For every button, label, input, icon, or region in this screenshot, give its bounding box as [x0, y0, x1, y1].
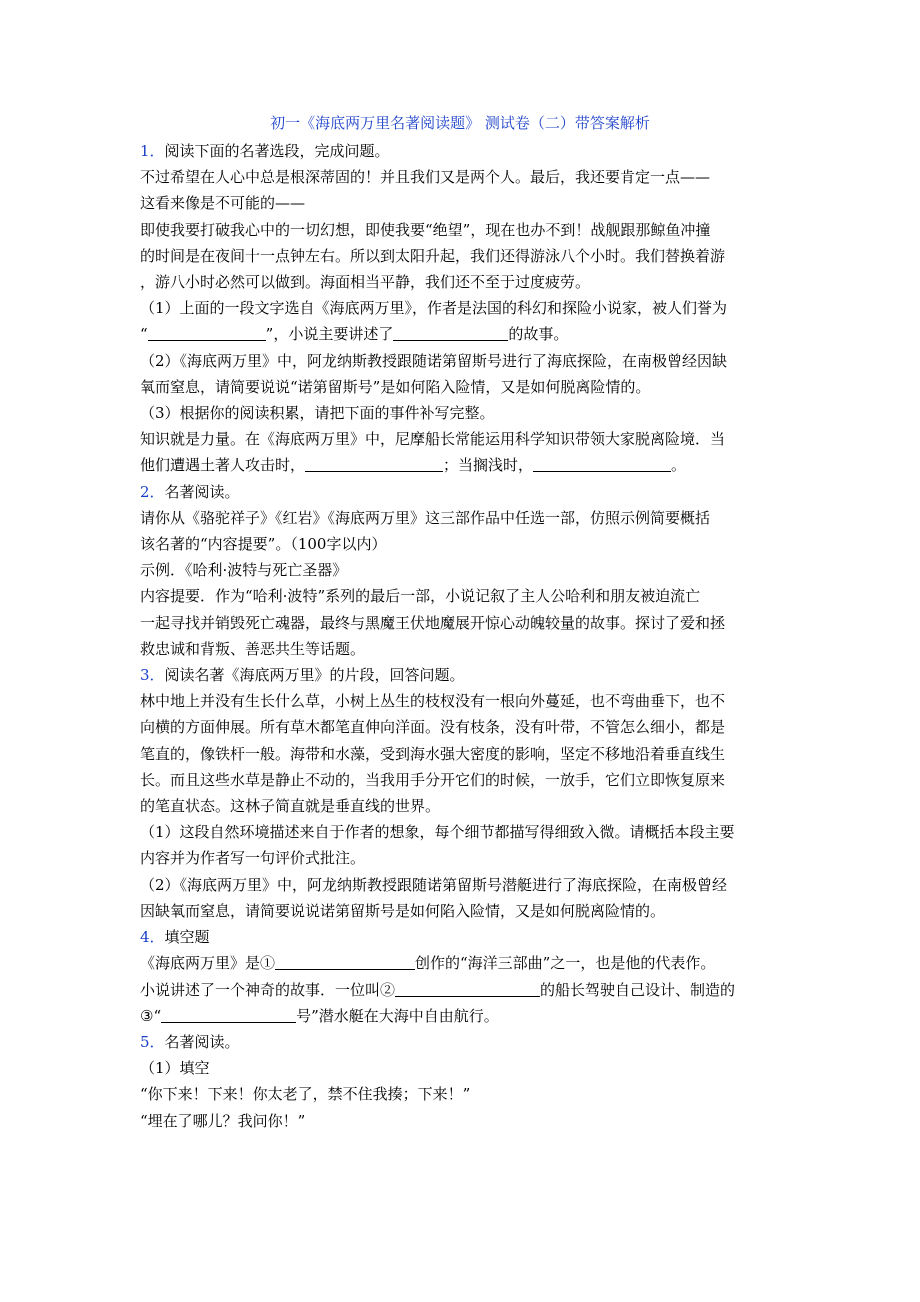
document-title: 初一《海底两万里名著阅读题》 测试卷（二）带答案解析	[270, 114, 650, 132]
q1-sub1-blanks: “ ”，小说主要讲述了 的故事。	[140, 325, 569, 344]
q4-line: 《海底两万里》是① 创作的“海洋三部曲”之一，也是他的代表作。	[140, 954, 716, 973]
q3-passage-line: 林中地上并没有生长什么草，小树上丛生的枝杈没有一根向外蔓延，也不弯曲垂下，也不	[140, 692, 726, 711]
q5-quote-line: “埋在了哪儿？我问你！”	[140, 1111, 306, 1130]
q3-sub2-line: （2）《海底两万里》中，阿龙纳斯教授跟随诺第留斯号潜艇进行了海底探险，在南极曾经	[140, 875, 728, 894]
answer-blank[interactable]	[148, 324, 266, 341]
question-3-stem: 3．阅读名著《海底两万里》的片段，回答问题。	[140, 666, 465, 685]
q1-passage-line: 不过希望在人心中总是根深蒂固的！并且我们又是两个人。最后，我还要肯定一点——	[140, 168, 711, 187]
question-5-stem: 5．名著阅读。	[140, 1032, 240, 1051]
q5-sub1-line: （1）填空	[140, 1059, 210, 1078]
q3-sub1-line: 内容并为作者写一句评价式批注。	[140, 849, 366, 868]
q3-passage-line: 向横的方面伸展。所有草木都笔直伸向洋面。没有枝条，没有叶带，不管怎么细小，都是	[140, 718, 726, 737]
document-body	[140, 138, 790, 1134]
answer-blank[interactable]	[393, 324, 508, 341]
q2-line: 请你从《骆驼祥子》《红岩》《海底两万里》这三部作品中任选一部，仿照示例简要概括	[140, 508, 711, 527]
answer-blank[interactable]	[395, 980, 540, 997]
q1-passage-line: 的时间是在夜间十一点钟左右。所以到太阳升起，我们还得游泳八个小时。我们替换着游	[140, 246, 726, 265]
q2-line: 示例．《哈利·波特与死亡圣器》	[140, 561, 348, 580]
q1-sub3-blanks: 他们遭遇土著人攻击时， ；当搁浅时， 。	[140, 456, 687, 475]
q3-sub1-line: （1）这段自然环境描述来自于作者的想象，每个细节都描写得细致入微。请概括本段主要	[140, 823, 735, 842]
question-1-stem: 1．阅读下面的名著选段，完成问题。	[140, 142, 390, 160]
question-4-stem: 4．填空题	[140, 928, 210, 947]
q2-line: 一起寻找并销毁死亡魂器，最终与黑魔王伏地魔展开惊心动魄较量的故事。探讨了爱和拯	[140, 613, 726, 632]
q1-passage-line: ，游八小时必然可以做到。海面相当平静，我们还不至于过度疲劳。	[140, 273, 591, 292]
q3-sub2-line: 因缺氧而窒息，请简要说说诺第留斯号是如何陷入险情，又是如何脱离险情的。	[140, 901, 666, 920]
q2-line: 内容提要．作为“哈利·波特”系列的最后一部，小说记叙了主人公哈利和朋友被迫流亡	[140, 587, 701, 606]
answer-blank[interactable]	[275, 953, 415, 970]
q3-passage-line: 笔直的，像铁杆一般。海带和水藻，受到海水强大密度的影响，坚定不移地沿着垂直线生	[140, 744, 726, 763]
q1-sub3-text: 知识就是力量。在《海底两万里》中，尼摩船长常能运用科学知识带领大家脱离险境．当	[140, 430, 726, 449]
q2-line: 救忠诚和背叛、善恶共生等话题。	[140, 639, 366, 658]
q2-line: 该名著的“内容提要”。（100字以内）	[140, 535, 387, 554]
q3-passage-line: 长。而且这些水草是静止不动的，当我用手分开它们的时候，一放手，它们立即恢复原来	[140, 770, 726, 789]
answer-blank[interactable]	[305, 455, 443, 472]
q4-line: ③“ 号”潜水艇在大海中自由航行。	[140, 1006, 499, 1025]
q1-sub2-line: 氧而窒息，请简要说说“诺第留斯号”是如何陷入险情，又是如何脱离险情的。	[140, 377, 651, 396]
q1-passage-line: 这看来像是不可能的——	[140, 194, 306, 213]
q5-quote-line: “你下来！下来！你太老了，禁不住我揍；下来！”	[140, 1085, 471, 1104]
q1-sub3-line: （3）根据你的阅读积累，请把下面的事件补写完整。	[140, 404, 495, 423]
answer-blank[interactable]	[533, 455, 671, 472]
q3-passage-line: 的笔直状态。这林子简直就是垂直线的世界。	[140, 797, 441, 816]
q4-line: 小说讲述了一个神奇的故事．一位叫② 的船长驾驶自己设计、制造的	[140, 980, 736, 999]
q1-passage-line: 即使我要打破我心中的一切幻想，即使我要“绝望”，现在也办不到！战舰跟那鲸鱼冲撞	[140, 220, 711, 239]
answer-blank[interactable]	[161, 1006, 296, 1023]
question-2-stem: 2．名著阅读。	[140, 482, 240, 501]
q1-sub2-line: （2）《海底两万里》中，阿龙纳斯教授跟随诺第留斯号进行了海底探险，在南极曾经因缺	[140, 351, 728, 370]
q1-sub1-line: （1）上面的一段文字选自《海底两万里》，作者是法国的科幻和探险小说家，被人们誉为	[140, 299, 728, 318]
